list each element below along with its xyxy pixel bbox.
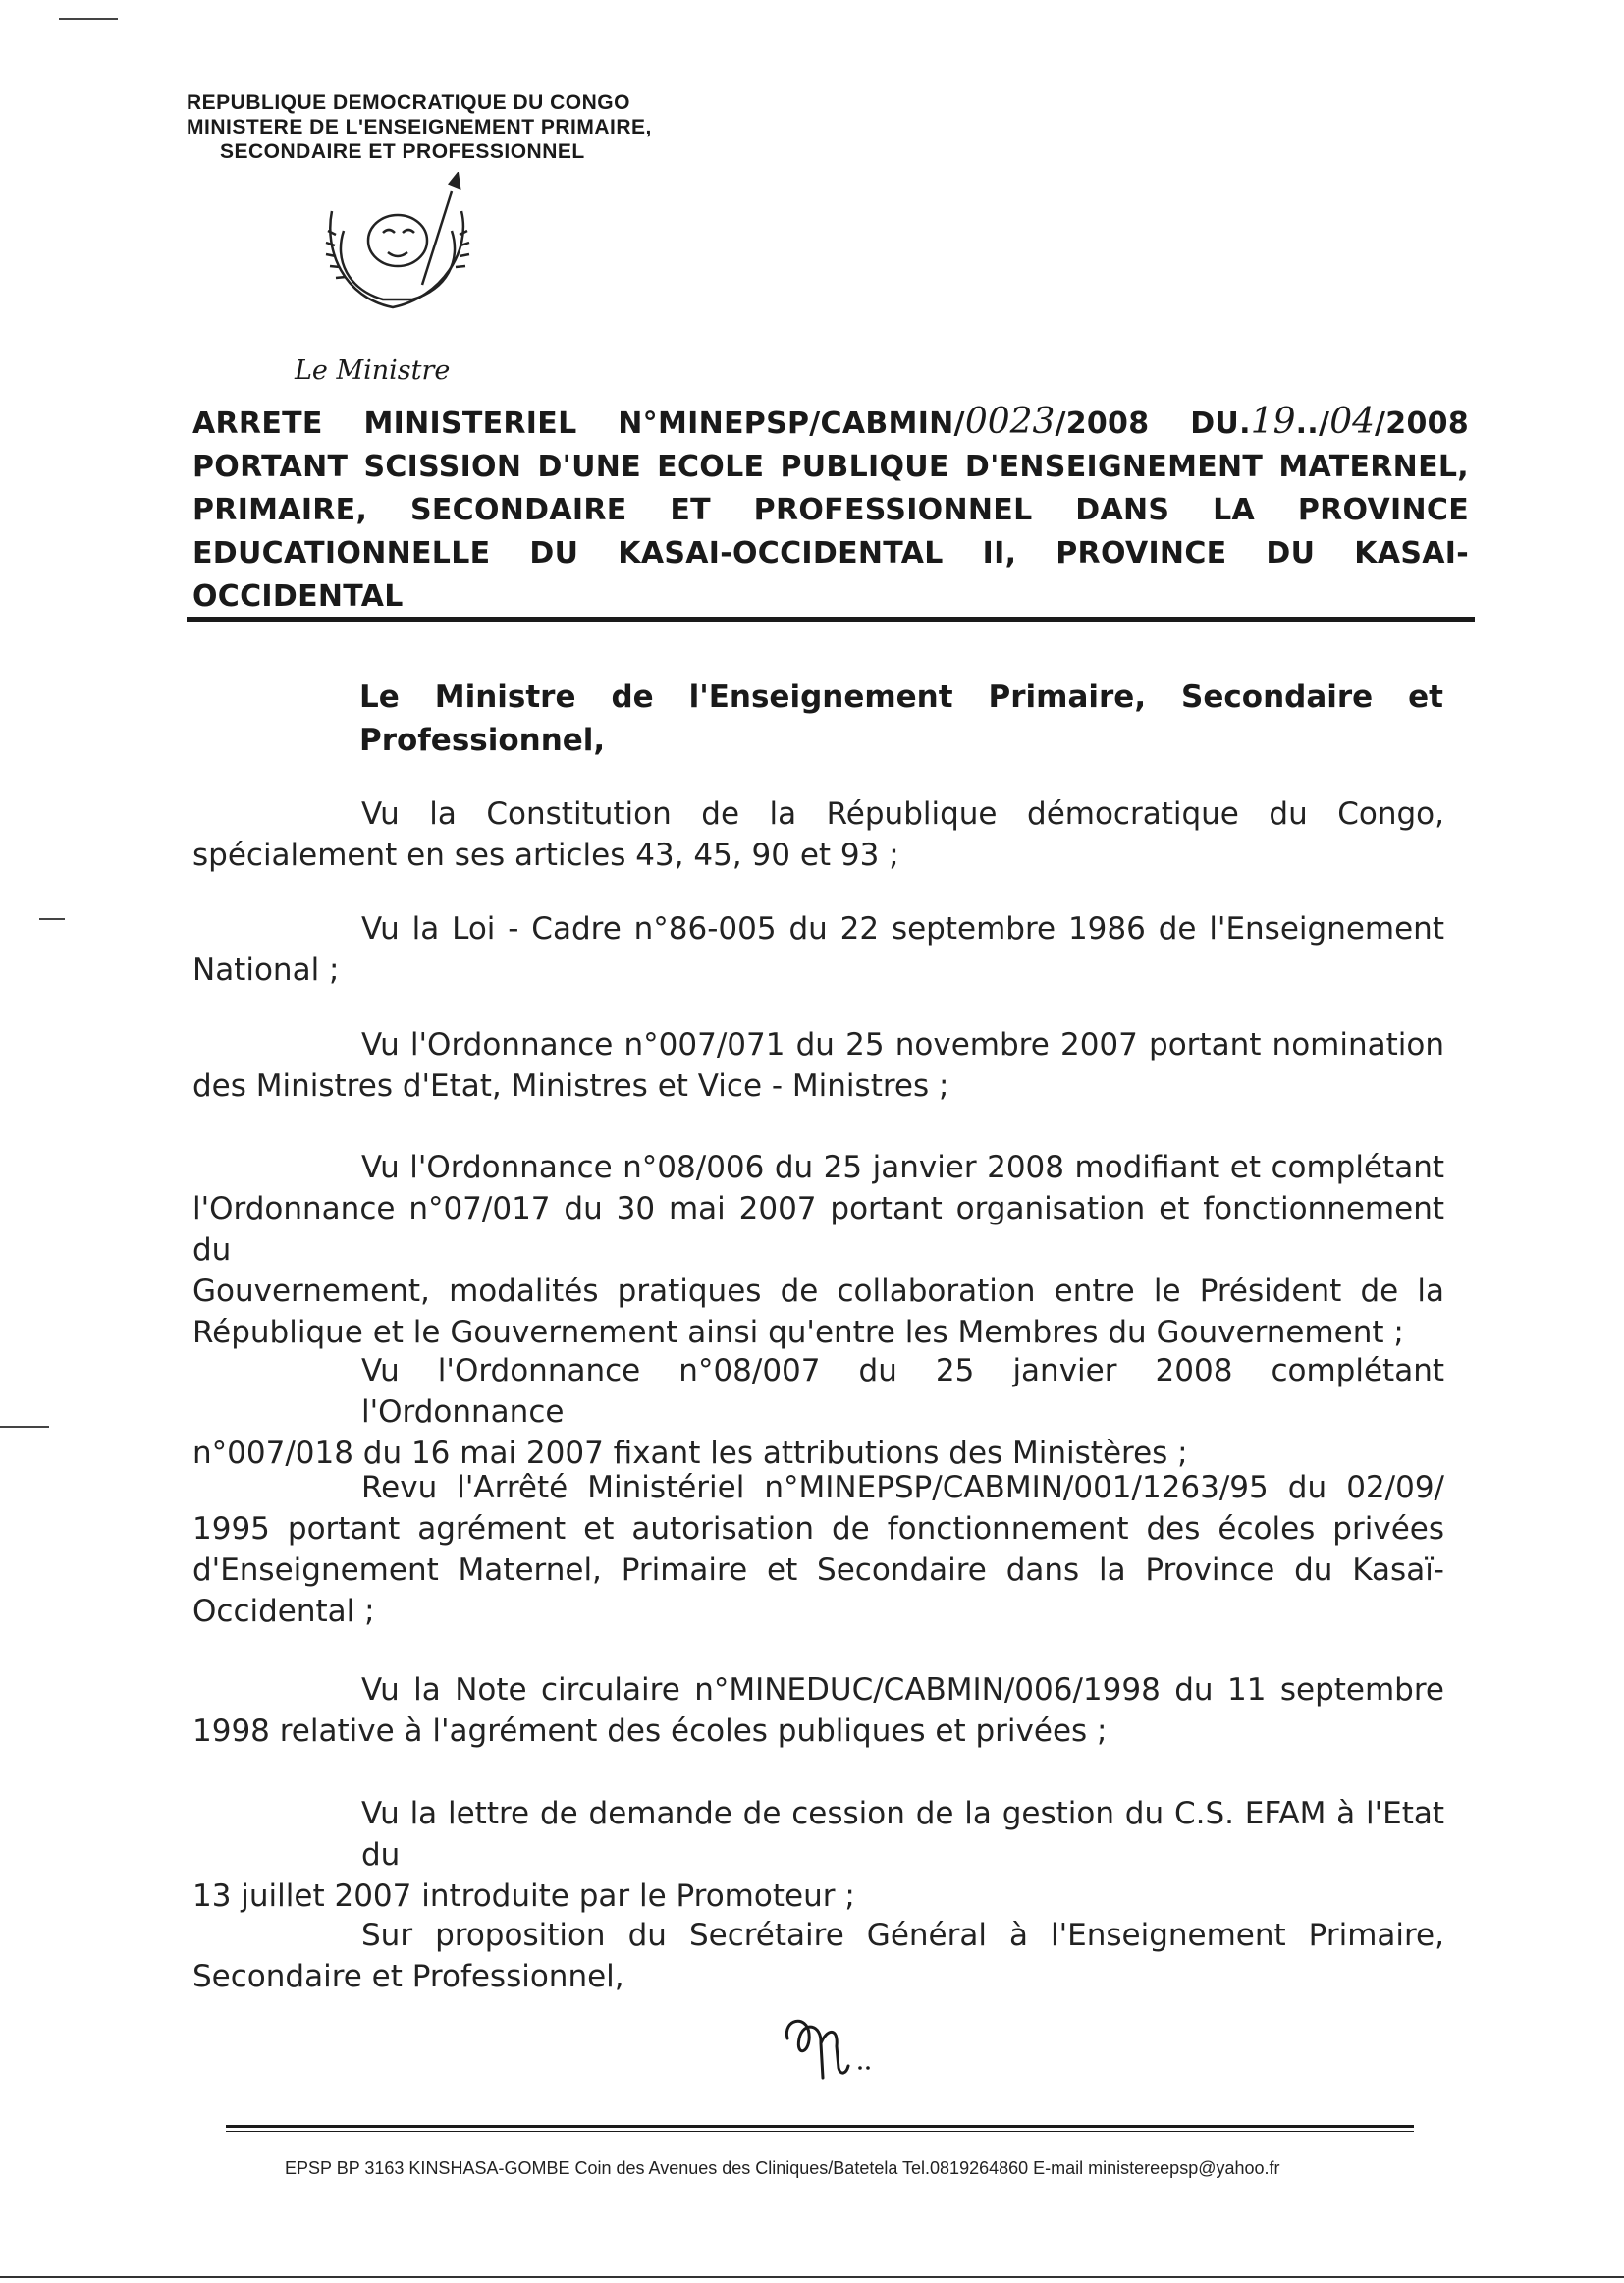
recital-note-circulaire: Vu la Note circulaire n°MINEDUC/CABMIN/006/1998 du 11 septembre 1998 relative à l'agrément des écoles publiques et privées ; [192, 1672, 1444, 1749]
letterhead-country: REPUBLIQUE DEMOCRATIQUE DU CONGO [187, 91, 630, 114]
letterhead-ministry-cont: SECONDAIRE ET PROFESSIONNEL [220, 140, 585, 163]
footer-contact: EPSP BP 3163 KINSHASA-GOMBE Coin des Avenues des Cliniques/Batetela Tel.0819264860 E-mail ministereepsp@yahoo.fr [285, 2158, 1280, 2178]
recital-constitution: Vu la Constitution de la République démocratique du Congo, spécialement en ses articles 43, 45, 90 et 93 ; [192, 796, 1444, 873]
decree-title-line: PORTANT SCISSION D'UNE ECOLE PUBLIQUE D'ENSEIGNEMENT MATERNEL, [192, 450, 1469, 484]
decree-title-line: PRIMAIRE, SECONDAIRE ET PROFESSIONNEL DANS LA PROVINCE [192, 493, 1469, 527]
footer-divider [226, 2125, 1414, 2128]
minister-heading-line: Le Ministre de l'Enseignement Primaire, Secondaire et [359, 679, 1443, 715]
coat-of-arms-icon [304, 172, 491, 319]
dot-leader: . [1239, 407, 1251, 441]
page-edge [0, 2276, 1624, 2278]
scan-mark [39, 918, 65, 920]
decree-reference-prefix: ARRETE MINISTERIEL N°MINEPSP/CABMIN/ [192, 407, 965, 441]
recital-arrete-agrement: Revu l'Arrêté Ministériel n°MINEPSP/CABMIN/001/1263/95 du 02/09/ 1995 portant agrément et autorisation de fonctionnement des écoles privées d'Enseignement Maternel, Primaire et Secondaire dans la Province du Kasaï- Occidental ; [192, 1470, 1444, 1629]
date-separator: ../ [1295, 407, 1330, 441]
scan-mark [59, 18, 118, 20]
decree-day-handwritten: 19 [1250, 402, 1296, 442]
recital-ordonnance-attributions: Vu l'Ordonnance n°08/007 du 25 janvier 2008 complétant l'Ordonnance n°007/018 du 16 mai 2007 fixant les attributions des Ministères ; [192, 1353, 1444, 1471]
decree-month-handwritten: 04 [1329, 402, 1376, 442]
scan-mark [0, 1426, 49, 1428]
recital-ordonnance-gouvernement: Vu l'Ordonnance n°08/006 du 25 janvier 2008 modifiant et complétant l'Ordonnance n°07/017 du 30 mai 2007 portant organisation et fonctionnement du Gouvernement, modalités pratiques de collaboration entre le Président de la République et le Gouvernement ainsi qu'entre les Membres du Gouvernement ; [192, 1150, 1444, 1350]
title-divider [187, 617, 1475, 622]
minister-heading-line: Professionnel, [359, 723, 606, 758]
decree-number-handwritten: 0023 [964, 402, 1056, 442]
decree-year: /2008 [1375, 407, 1469, 441]
letterhead-ministry: MINISTERE DE L'ENSEIGNEMENT PRIMAIRE, [187, 116, 652, 138]
signatory-title: Le Ministre [295, 355, 451, 386]
letterhead [187, 90, 652, 164]
recital-lettre-demande: Vu la lettre de demande de cession de la gestion du C.S. EFAM à l'Etat du 13 juillet 2007 introduite par le Promoteur ; [192, 1796, 1444, 1914]
recital-proposition: Sur proposition du Secrétaire Général à l'Enseignement Primaire, Secondaire et Professionnel, [192, 1918, 1444, 1994]
decree-title [192, 401, 1469, 619]
decree-title-line: OCCIDENTAL [192, 579, 404, 614]
footer-divider-thin [226, 2131, 1414, 2132]
decree-year-separator: /2008 DU [1055, 407, 1240, 441]
initials-signature-icon [778, 2009, 886, 2083]
minister-heading [359, 676, 1443, 762]
decree-title-line: EDUCATIONNELLE DU KASAI-OCCIDENTAL II, PROVINCE DU KASAI- [192, 536, 1469, 571]
recital-ordonnance-nomination: Vu l'Ordonnance n°007/071 du 25 novembre 2007 portant nomination des Ministres d'Etat, Ministres et Vice - Ministres ; [192, 1027, 1444, 1104]
decree-reference-line [192, 401, 1469, 446]
recital-loi-cadre: Vu la Loi - Cadre n°86-005 du 22 septembre 1986 de l'Enseignement National ; [192, 911, 1444, 988]
